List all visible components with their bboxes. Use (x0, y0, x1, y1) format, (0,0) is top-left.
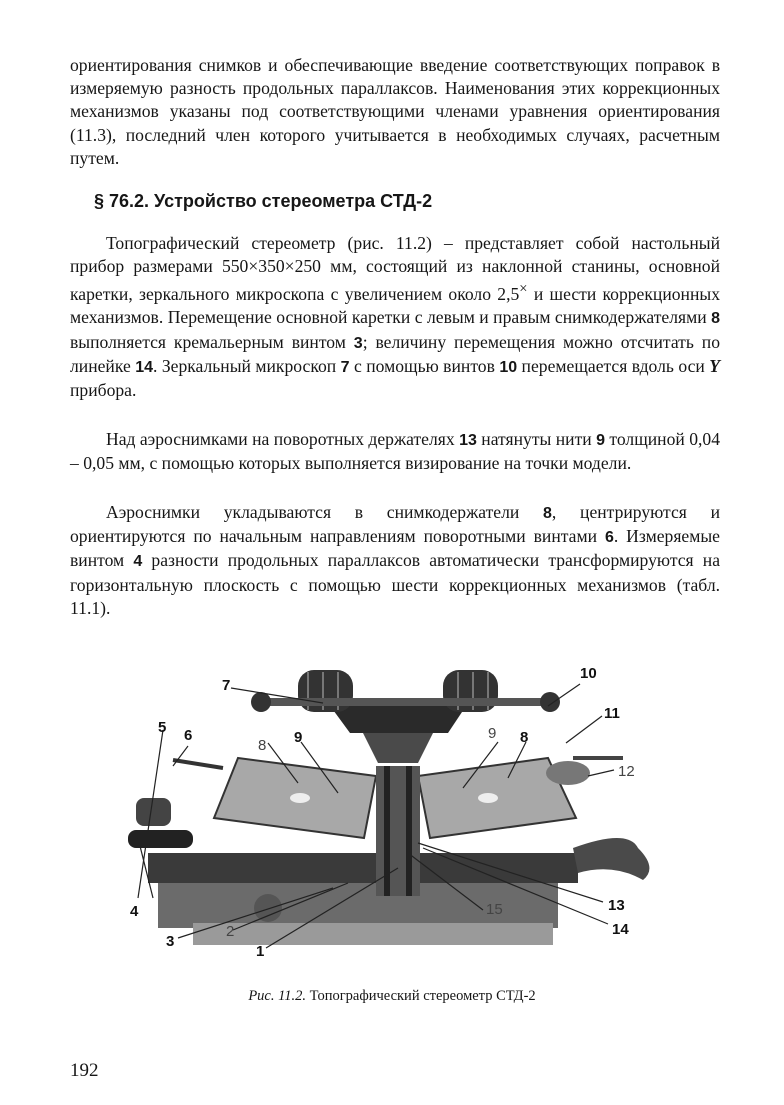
right-shaft-knob (540, 692, 560, 712)
rack-screw-knob (254, 894, 282, 922)
right-holder-disc (478, 793, 498, 803)
callout-label-8-right: 8 (520, 729, 529, 746)
callout-label-9-left: 9 (294, 729, 303, 746)
leader-11 (566, 716, 602, 743)
section-heading: § 76.2. Устройство стереометра СТД-2 (94, 191, 433, 211)
callout-label-12: 12 (618, 763, 635, 780)
paragraph-photo-holders: Аэроснимки укладываются в снимкодержатели 8, центрируются и ориентируются по начальным направлениям поворотными винтами 6. Измеряемые винтом 4 разности продольных параллаксов автоматически трансформируются на горизонтальную плоскость с помощью шести коррекционных механизмов (табл. 11.1). (70, 502, 721, 618)
right-handle (573, 838, 649, 880)
callout-label-5: 5 (158, 719, 167, 736)
callout-label-9-right: 9 (488, 725, 497, 742)
callout-label-11: 11 (604, 705, 620, 722)
callout-label-1: 1 (256, 943, 265, 960)
callout-label-13: 13 (608, 897, 625, 914)
right-mechanism (546, 761, 590, 785)
microscope-body (363, 733, 433, 763)
base-foot (193, 923, 553, 945)
callout-label-4: 4 (130, 903, 139, 920)
callout-label-8-left: 8 (258, 737, 267, 754)
left-rotating-screw (173, 760, 223, 768)
page-number: 192 (70, 1060, 99, 1081)
central-column (376, 766, 420, 896)
left-holder-disc (290, 793, 310, 803)
paragraph-threads: Над аэроснимками на поворотных держателях 13 натянуты нити 9 толщиной 0,04 – 0,05 мм, с помощью которых выполняется визирование на точки модели. (70, 429, 721, 474)
left-mechanism (136, 798, 171, 826)
column-guide-2 (406, 766, 412, 896)
left-shaft-knob (251, 692, 271, 712)
mirror-microscope (328, 703, 468, 733)
carriage-rail (148, 853, 578, 883)
stereometer-figure (118, 658, 678, 978)
paragraph-intro: ориентирования снимков и обеспечивающие введение соответствующих поправок в измеряемую разность продольных параллаксов. Наименования этих коррекционных механизмов указаны под соответствующими членами уравнения ориентирования (11.3), последний член которого учитывается в необходимых случаях, расчетным путем. (70, 55, 720, 168)
callout-label-2: 2 (226, 923, 235, 940)
callout-label-15: 15 (486, 901, 503, 918)
paragraph-device-description: Топографический стереометр (рис. 11.2) – представляет собой настольный прибор размерами 550×350×250 мм, состоящий из наклонной станины, основной каретки, зеркального микроскопа с увеличением около 2,5× и шести коррекционных механизмов. Перемещение основной каретки с левым и правым снимкодержателями 8 выполняется кремальерным винтом 3; величину перемещения можно отсчитать по линейке 14. Зеркальный микроскоп 7 с помощью винтов 10 перемещается вдоль оси Y прибора. (70, 233, 721, 401)
leader-12 (588, 770, 614, 776)
callout-label-6: 6 (184, 727, 193, 744)
callout-label-10: 10 (580, 665, 597, 682)
callout-label-14: 14 (612, 921, 629, 938)
figure-caption: Рис. 11.2. Топографический стереометр СТД-2 (248, 988, 536, 1004)
callout-label-7: 7 (222, 677, 231, 694)
callout-label-3: 3 (166, 933, 175, 950)
